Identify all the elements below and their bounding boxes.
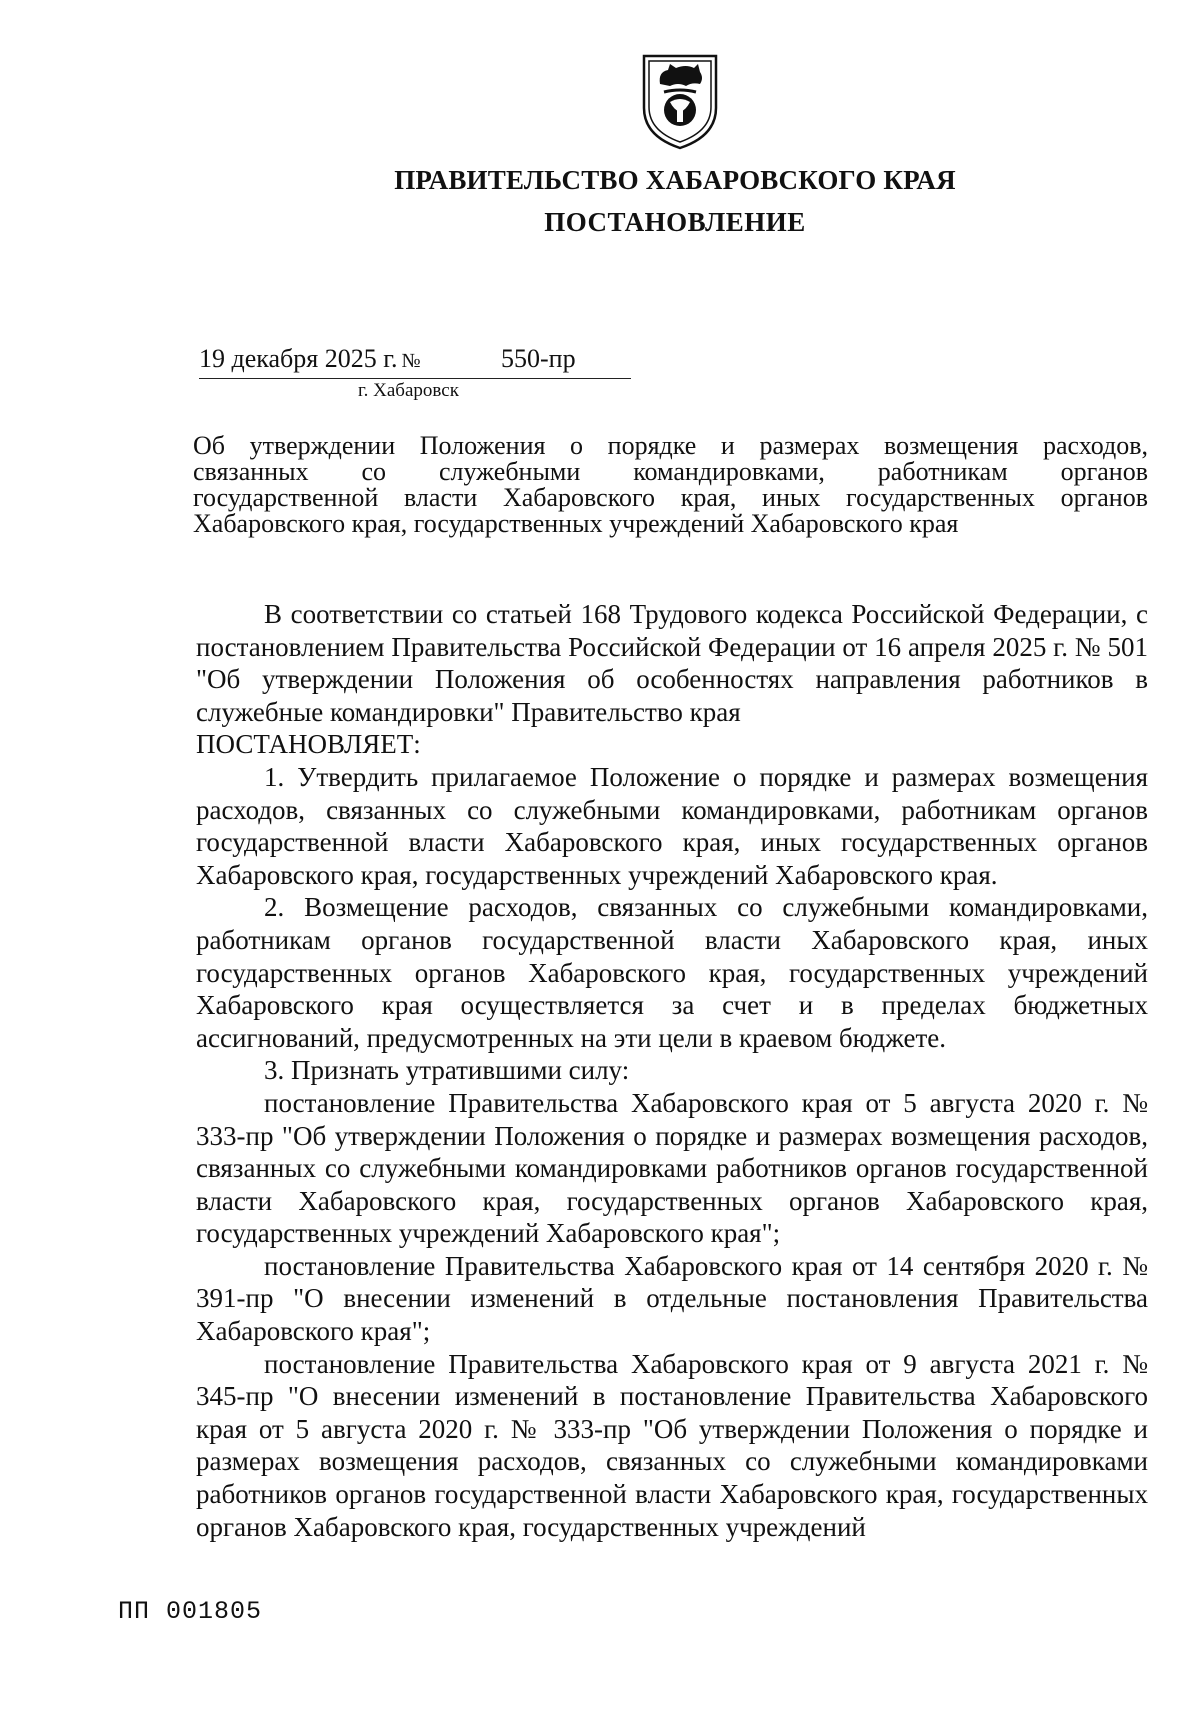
subject-line: Об утверждении Положения о порядке и размерах возмещения расходов, bbox=[193, 431, 1148, 460]
resolves-heading: ПОСТАНОВЛЯЕТ: bbox=[196, 729, 421, 760]
document-subject bbox=[193, 433, 1148, 537]
document-body bbox=[196, 598, 1148, 1543]
document-date: 19 декабря 2025 г. bbox=[199, 344, 398, 373]
item-2-paragraph: 2. Возмещение расходов, связанных со служебными командировками, работникам органов государственной власти Хабаровского края, иных государственных органов Хабаровского края, государственных учреждений Хабаровского края осуществляется за счет и в пределах бюджетных ассигнований, предусмотренных на эти цели в краевом бюджете. bbox=[196, 892, 1148, 1053]
subject-line: связанных со служебными командировками, работникам органов bbox=[193, 457, 1148, 486]
item-1-paragraph: 1. Утвердить прилагаемое Положение о порядке и размерах возмещения расходов, связанных со служебными командировками, работникам органов государственной власти Хабаровского края, иных государственных органов Хабаровского края, государственных учреждений Хабаровского края. bbox=[196, 761, 1148, 890]
form-code: ПП 001805 bbox=[118, 1597, 263, 1626]
repealed-act-2: постановление Правительства Хабаровского края от 14 сентября 2020 г. № 391-пр "О внесении изменений в отдельные постановления Правительства Хабаровского края"; bbox=[196, 1250, 1148, 1347]
organization-title: ПРАВИТЕЛЬСТВО ХАБАРОВСКОГО КРАЯ bbox=[394, 165, 956, 195]
document-number: 550-пр bbox=[501, 344, 576, 373]
subject-line: государственной власти Хабаровского края, иных государственных органов bbox=[193, 483, 1148, 512]
date-number-line bbox=[199, 344, 631, 379]
coat-of-arms-icon bbox=[640, 52, 720, 150]
document-city: г. Хабаровск bbox=[358, 380, 459, 401]
number-sign: № bbox=[401, 350, 421, 372]
repealed-act-3: постановление Правительства Хабаровского края от 9 августа 2021 г. № 345-пр "О внесении изменений в постановление Правительства Хабаровского края от 5 августа 2020 г. № 333-пр "Об утверждении Положения о порядке и размерах возмещения расходов, связанных со служебными командировками работников органов государственной власти Хабаровского края, государственных органов Хабаровского края, государственных учреждений bbox=[196, 1348, 1148, 1542]
preamble-paragraph: В соответствии со статьей 168 Трудового кодекса Российской Федерации, с постановлением Правительства Российской Федерации от 16 апреля 2025 г. № 501 "Об утверждении Положения об особенностях направления работников в служебные командировки" Правительство края bbox=[196, 599, 1148, 727]
subject-line: Хабаровского края, государственных учреждений Хабаровского края bbox=[193, 509, 959, 538]
item-3-paragraph: 3. Признать утратившими силу: bbox=[264, 1055, 630, 1086]
document-type: ПОСТАНОВЛЕНИЕ bbox=[544, 207, 806, 237]
repealed-act-1: постановление Правительства Хабаровского края от 5 августа 2020 г. № 333-пр "Об утверждении Положения о порядке и размерах возмещения расходов, связанных со служебными командировками работников органов государственной власти Хабаровского края, государственных органов Хабаровского края, государственных учреждений Хабаровского края"; bbox=[196, 1087, 1148, 1249]
